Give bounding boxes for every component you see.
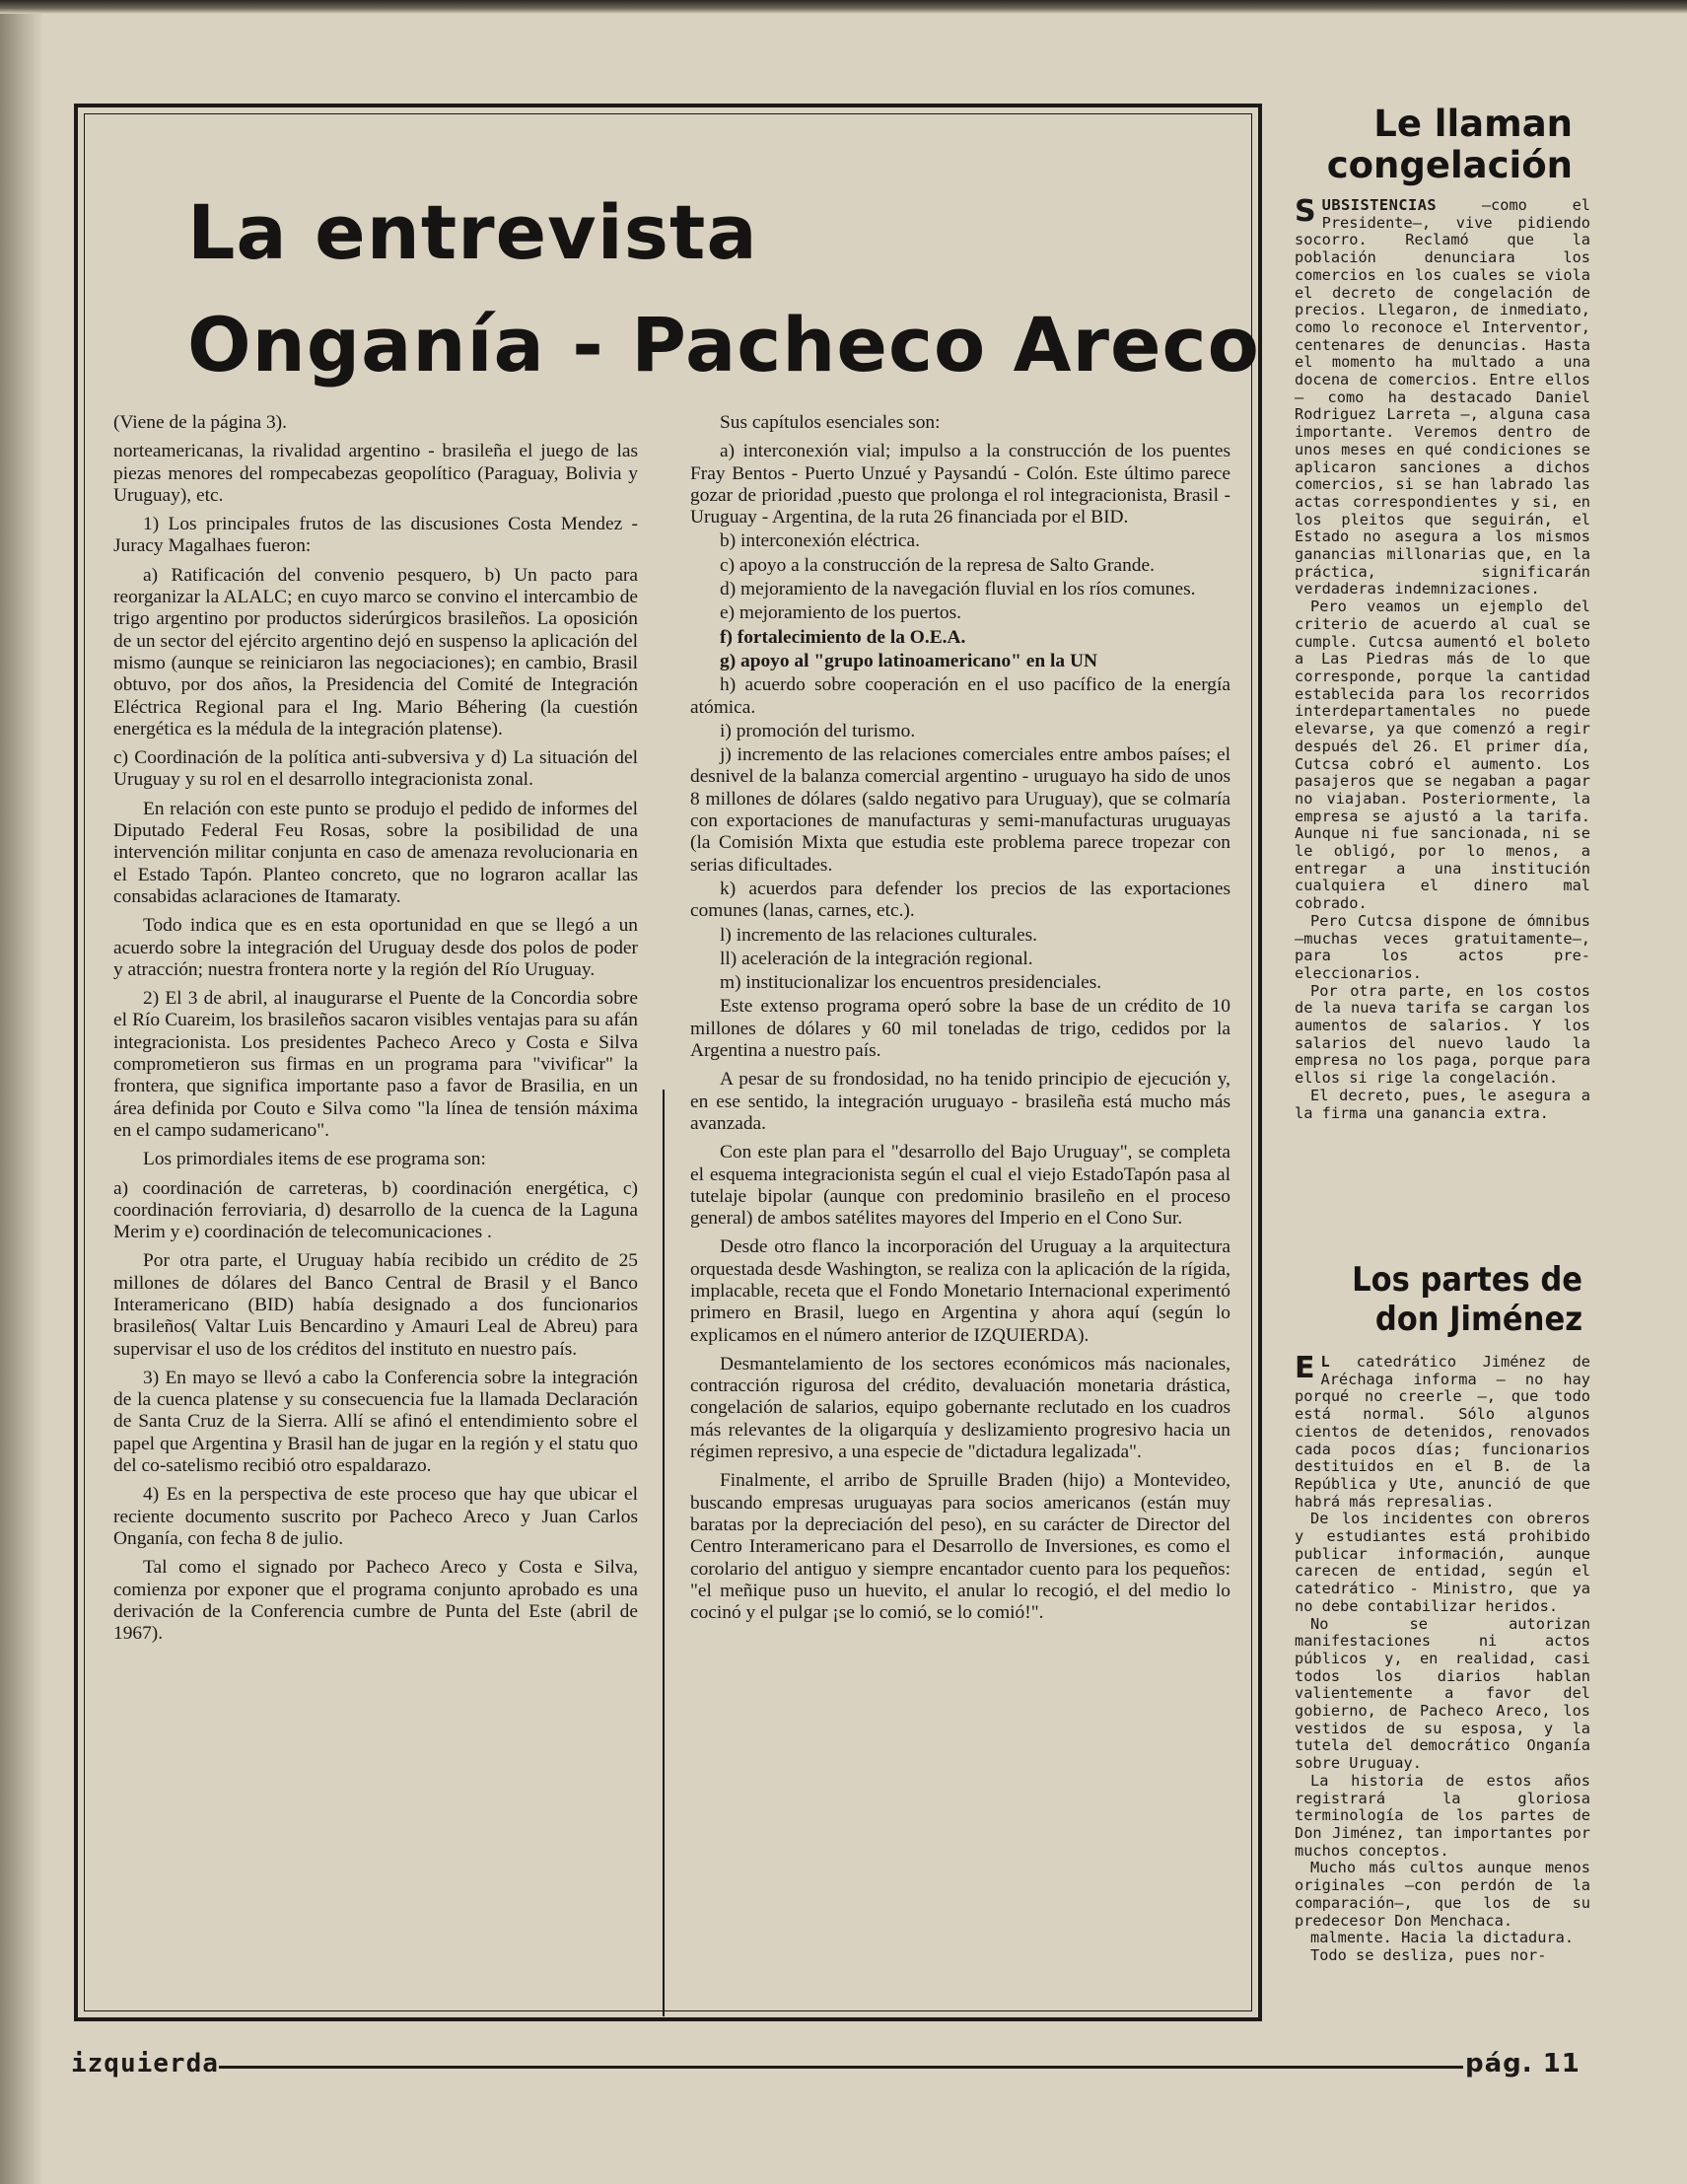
sidebar2-paragraph: Todo se desliza, pues nor- (1310, 1945, 1547, 1964)
article-paragraph: Tal como el signado por Pacheco Areco y Costa e Silva, comienza por exponer que el programa conjunto aprobado es una derivación de la Conferencia cumbre de Punta del Este (abril de 1967). (113, 1557, 638, 1645)
sidebar1-dropcap: S (1295, 194, 1316, 229)
article-paragraph: m) institucionalizar los encuentros presidenciales. (720, 972, 1102, 994)
sidebar1-title: Le llaman congelación (1326, 103, 1573, 186)
sidebar2-lead: L (1320, 1353, 1331, 1371)
sidebar2-paragraph: No se autorizan manifestaciones ni actos públicos y, en realidad, casi todos los diarios hablan valientemente a favor del gobierno, de Pacheco Areco, los vestidos de su esposa, y la tutela del democrático Onganía sobre Uruguay. (1295, 1614, 1590, 1773)
article-paragraph: 1) Los principales frutos de las discusiones Costa Mendez - Juracy Magalhaes fueron: (113, 514, 638, 557)
footer-page-number: pág. 11 (1465, 2049, 1581, 2078)
article-paragraph: Desmantelamiento de los sectores económicos más nacionales, contracción rigurosa del crédito, devaluación monetaria drástica, congelación de salarios, equipo gobernante reclutado en los cuadros más relevantes de la oligarquía y deslizamiento progresivo hacia un régimen represivo, a una especie de "dictadura legalizada". (690, 1353, 1230, 1463)
sidebar1-body (1295, 194, 1590, 1122)
article-paragraph: 4) Es en la perspectiva de este proceso que hay que ubicar el reciente documento suscrito por Pacheco Areco y Juan Carlos Onganía, con fecha 8 de julio. (113, 1484, 638, 1549)
article-paragraph: f) fortalecimiento de la O.E.A. (720, 626, 966, 648)
sidebar2-paragraph: De los incidentes con obreros y estudiantes está prohibido publicar información, aunque carecen de entidad, según el catedrático - Ministro, que ya no debe contabilizar heridos. (1295, 1510, 1590, 1615)
article-paragraph: d) mejoramiento de la navegación fluvial en los ríos comunes. (720, 579, 1196, 600)
article-paragraph: A pesar de su frondosidad, no ha tenido principio de ejecución y, en ese sentido, la integración uruguayo - brasileña está mucho más avanzada. (690, 1069, 1230, 1134)
sidebar2-dropcap: E (1295, 1351, 1315, 1385)
sidebar2-title: Los partes de don Jiménez (1352, 1260, 1582, 1339)
sidebar1-paragraph: Pero veamos un ejemplo del criterio de acuerdo al cual se cumple. Cutcsa aumentó el boleto a Las Piedras más de lo que corresponde, porque la cantidad establecida para los recorridos interdepartamentales no puede elevarse, ya que comenzó a regir después del 26. El primer día, Cutcsa cobró el aumento. Los pasajeros que se negaban a pagar no viajaban. Posteriormente, la empresa se ajustó a la tarifa. Aunque ni fue sancionada, ni se le obligó, por lo menos, a entregar a una institución cualquiera el dinero mal cobrado. (1295, 598, 1590, 913)
article-paragraph: c) apoyo a la construcción de la represa de Salto Grande. (720, 554, 1155, 576)
sidebar1-paragraph: El decreto, pues, le asegura a la firma una ganancia extra. (1295, 1086, 1590, 1122)
article-column-2 (690, 412, 1230, 1631)
article-paragraph: l) incremento de las relaciones culturales. (720, 924, 1037, 946)
article-paragraph: Por otra parte, el Uruguay había recibido un crédito de 25 millones de dólares del Banco Central de Brasil y el Banco Interamericano (BID) había designado a dos funcionarios brasileños( Valtar Luis Bencardino y Amauri Leal de Abreu) para supervisar el uso de los créditos del instituto en nuestro país. (113, 1250, 638, 1360)
article-paragraph: g) apoyo al "grupo latinoamericano" en la UN (720, 650, 1097, 671)
footer-rule (219, 2066, 1463, 2069)
sidebar1-para-0: —como el Presidente—, vive pidiendo socorro. Reclamó que la población denunciara los comercios en los cuales se viola el decreto de congelación de precios. Llegaron, de inmediato, como lo reconoce el Interventor, centenares de denuncias. Hasta el momento ha multado a una docena de comercios. Entre ellos — como ha destacado Daniel Rodriguez Larreta —, alguna casa importante. Veremos dentro de unos meses en qué condiciones se aplicaron sanciones a dichos comercios, si se han labrado las actas correspondientes y si, en los pleitos que seguirán, el Estado no asegura a los mismos ganancias millonarias que, en la práctica, significarán verdaderas indemnizaciones. (1295, 196, 1590, 599)
article-paragraph: i) promoción del turismo. (720, 720, 916, 741)
article-paragraph: (Viene de la página 3). (113, 412, 287, 433)
sidebar2-first-paragraph (1295, 1351, 1590, 1511)
article-paragraph: Sus capítulos esenciales son: (720, 412, 941, 433)
sidebar1-first-paragraph (1295, 194, 1590, 599)
article-paragraph: Desde otro flanco la incorporación del Uruguay a la arquitectura orquestada desde Washington, se realiza con la aplicación de la rígida, implacable, receta que el Fondo Monetario Internacional experimentó primero en Brasil, luego en Argentina y ahora aquí (según lo explicamos en el número anterior de IZQUIERDA). (690, 1236, 1230, 1346)
column-divider (663, 1090, 665, 2016)
sidebar2-paragraph: Mucho más cultos aunque menos originales —con perdón de la comparación—, que los de su predecesor Don Menchaca. (1295, 1859, 1590, 1930)
article-paragraph: k) acuerdos para defender los precios de las exportaciones comunes (lanas, carnes, etc.). (690, 878, 1230, 922)
article-paragraph: Este extenso programa operó sobre la base de un crédito de 10 millones de dólares y 60 mil toneladas de trigo, cedidos por la Argentina a nuestro país. (690, 996, 1230, 1062)
sidebar1-lead: UBSISTENCIAS (1321, 196, 1438, 214)
article-title-line1: La entrevista (187, 188, 758, 276)
article-paragraph: j) incremento de las relaciones comerciales entre ambos países; el desnivel de la balanza comercial argentino - uruguayo ha sido de unos 8 millones de dólares (saldo negativo para Uruguay), que se colmaría con exportaciones de manufacturas y semi-manufacturas uruguayas (la Comisión Mixta que estudia este problema parece tropezar con serias dificultades. (690, 744, 1230, 876)
sidebar2-paragraph: La historia de estos años registrará la gloriosa terminología de los partes de Don Jiménez, tan importantes por muchos conceptos. (1295, 1771, 1590, 1860)
sidebar1-paragraph: Por otra parte, en los costos de la nueva tarifa se cargan los aumentos de salarios. Y los salarios del nuevo laudo la empresa no los paga, porque para ellos si rige la congelación. (1295, 981, 1590, 1088)
sidebar1-paragraph: Pero Cutcsa dispone de ómnibus —muchas veces gratuitamente—, para los actos pre-eleccionarios. (1295, 911, 1590, 982)
article-paragraph: Los primordiales items de ese programa son: (143, 1149, 486, 1170)
article-paragraph: a) Ratificación del convenio pesquero, b) Un pacto para reorganizar la ALALC; en cuyo marco se convino el intercambio de trigo argentino por productos siderúrgicos brasileños. La oposición de un sector del ejército argentino dejó en suspenso la aplicación del mismo (aunque se reiniciaron las negociaciones); en cambio, Brasil obtuvo, por dos años, la Presidencia del Comité de Integración Eléctrica Regional para el Ing. Mario Béhering (la cuestión energética es la médula de la integración platense). (113, 564, 638, 740)
article-paragraph: b) interconexión eléctrica. (720, 530, 920, 552)
article-paragraph: Con este plan para el "desarrollo del Bajo Uruguay", se completa el esquema integracionista según el cual el viejo EstadoTapón pasa al tutelaje bipolar (aunque con predominio brasileño en el proceso general) de ambos satélites mayores del Imperio en el Cono Sur. (690, 1142, 1230, 1230)
article-paragraph: a) coordinación de carreteras, b) coordinación energética, c) coordinación ferroviaria, d) desarrollo de la cuenca de la Laguna Merim y e) coordinación de telecomunicaciones . (113, 1177, 638, 1243)
sidebar2-paragraph: malmente. Hacia la dictadura. (1310, 1929, 1575, 1947)
article-paragraph: ll) aceleración de la integración regional. (720, 948, 1033, 969)
article-paragraph: c) Coordinación de la política anti-subversiva y d) La situación del Uruguay y su rol en el desarrollo integracionista zonal. (113, 747, 638, 791)
sidebar2-body (1295, 1351, 1590, 1965)
article-paragraph: h) acuerdo sobre cooperación en el uso pacífico de la energía atómica. (690, 674, 1230, 718)
sidebar2-para-0: catedrático Jiménez de Aréchaga informa — no hay porqué no creerle —, que todo está normal. Sólo algunos cientos de detenidos, renovados cada pocos días; funcionarios destituidos en el B. de la República y Ute, anunció de que habrá más represalias. (1295, 1353, 1590, 1511)
article-paragraph: En relación con este punto se produjo el pedido de informes del Diputado Federal Feu Rosas, sobre la posibilidad de una intervención militar conjunta en caso de amenaza revolucionaria en el Estado Tapón. Planteo concreto, que no lograron acallar las consabidas aclaraciones de Itamaraty. (113, 798, 638, 907)
scan-edge (0, 0, 43, 2184)
article-column-1 (113, 412, 638, 1652)
article-paragraph: 3) En mayo se llevó a cabo la Conferencia sobre la integración de la cuenca platense y su consecuencia fue la llamada Declaración de Santa Cruz de la Sierra. Allí se afinó el entendimiento sobre el papel que Argentina y Brasil han de jugar en la región y el statu quo del co-satelismo recibió otro espaldarazo. (113, 1367, 638, 1477)
article-paragraph: a) interconexión vial; impulso a la construcción de los puentes Fray Bentos - Puerto Unzué y Paysandú - Colón. Este último parece gozar de prioridad ,puesto que prolonga el rol integracionista, Brasil - Uruguay - Argentina, de la ruta 26 financiada por el BID. (690, 441, 1230, 528)
article-paragraph: norteamericanas, la rivalidad argentino - brasileña el juego de las piezas menores del rompecabezas geopolítico (Paraguay, Bolivia y Uruguay), etc. (113, 441, 638, 506)
article-paragraph: Finalmente, el arribo de Spruille Braden (hijo) a Montevideo, buscando empresas uruguayas para socios americanos (están muy baratas por la depreciación del peso), en su carácter de Director del Centro Interamericano para el Desarrollo de Inversiones, es como el corolario del antiguo y siempre encantador cuento para los pequeños: "el meñique puso un huevito, el anular lo recogió, el del medio lo cocinó y el pulgar ¡se lo comió, se lo comió!". (690, 1470, 1230, 1624)
article-paragraph: Todo indica que es en esta oportunidad en que se llegó a un acuerdo sobre la integración del Uruguay desde dos polos de poder y atracción; nuestra frontera norte y la región del Río Uruguay. (113, 915, 638, 980)
article-title-line2: Onganía - Pacheco Areco (187, 301, 1260, 388)
footer-publication-name: izquierda (71, 2049, 219, 2078)
scan-top-edge (0, 0, 1687, 14)
article-paragraph: e) mejoramiento de los puertos. (720, 602, 962, 624)
article-paragraph: 2) El 3 de abril, al inaugurarse el Puente de la Concordia sobre el Río Cuareim, los brasileños sacaron visibles ventajas para su afán integracionista. Los presidentes Pacheco Areco y Costa e Silva comprometieron sus firmas en un programa para "vivificar" la frontera, que significa importante paso a favor de Brasilia, en un área definida por Couto e Silva como "la línea de tensión máxima en el campo sudamericano". (113, 988, 638, 1141)
